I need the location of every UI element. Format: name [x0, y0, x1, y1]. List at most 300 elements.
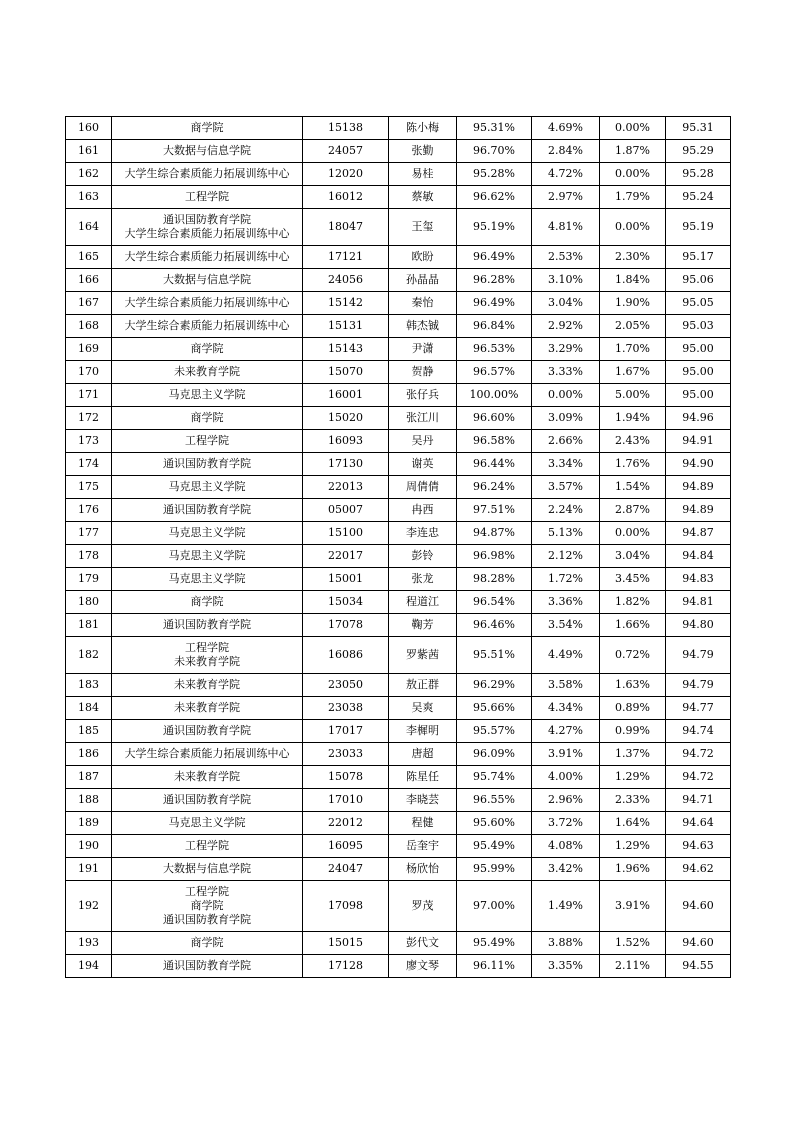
- rate-cell-text: 1.70%: [615, 342, 650, 355]
- name-cell: [389, 568, 457, 591]
- rate-cell: [457, 476, 532, 499]
- table-row: [66, 614, 731, 637]
- rate-cell-text: 96.58%: [473, 434, 515, 447]
- rate-cell-text: 96.54%: [473, 595, 515, 608]
- rate-cell-text: 0.72%: [615, 648, 650, 661]
- rate-cell: [600, 545, 666, 568]
- id-cell-text: 22013: [328, 480, 363, 493]
- name-cell-text: 罗紫茜: [406, 648, 439, 661]
- college-cell: [112, 209, 303, 246]
- rate-cell: [532, 246, 600, 269]
- name-cell: [389, 338, 457, 361]
- id-cell-text: 17130: [328, 457, 363, 470]
- rank-cell: [66, 407, 112, 430]
- id-cell-text: 16012: [328, 190, 363, 203]
- score-cell: [666, 858, 731, 881]
- id-cell-text: 15020: [328, 411, 363, 424]
- name-cell: [389, 384, 457, 407]
- name-cell-text: 杨欣怡: [406, 862, 439, 875]
- rank-cell-text: 178: [78, 549, 99, 562]
- rate-cell: [532, 292, 600, 315]
- score-cell: [666, 315, 731, 338]
- id-cell: [303, 637, 389, 674]
- name-cell-text: 岳奎宇: [406, 839, 439, 852]
- rate-cell: [457, 453, 532, 476]
- rate-cell-text: 0.00%: [548, 388, 583, 401]
- rate-cell-text: 96.53%: [473, 342, 515, 355]
- rank-cell: [66, 269, 112, 292]
- college-cell: [112, 545, 303, 568]
- name-cell-text: 彭代文: [406, 936, 439, 949]
- table-row: [66, 720, 731, 743]
- id-cell-text: 15142: [328, 296, 363, 309]
- name-cell-text: 秦怡: [411, 296, 434, 309]
- rank-cell: [66, 674, 112, 697]
- table-row: [66, 361, 731, 384]
- rate-cell: [532, 614, 600, 637]
- rate-cell-text: 2.97%: [548, 190, 583, 203]
- rate-cell-text: 0.99%: [615, 724, 650, 737]
- table-row: [66, 338, 731, 361]
- id-cell-text: 17017: [328, 724, 363, 737]
- college-cell-text: 未来教育学院: [174, 365, 240, 378]
- id-cell: [303, 361, 389, 384]
- college-cell: [112, 720, 303, 743]
- rate-cell: [600, 163, 666, 186]
- name-cell-text: 欧盼: [411, 250, 434, 263]
- rate-cell: [600, 674, 666, 697]
- score-cell-text: 94.83: [682, 572, 714, 585]
- rate-cell-text: 96.28%: [473, 273, 515, 286]
- rate-cell-text: 96.84%: [473, 319, 515, 332]
- college-cell-text: 大学生综合素质能力拓展训练中心: [124, 167, 290, 180]
- score-cell-text: 94.72: [682, 770, 714, 783]
- rate-cell: [532, 163, 600, 186]
- score-cell: [666, 430, 731, 453]
- rate-cell-text: 3.33%: [548, 365, 583, 378]
- rate-cell: [457, 499, 532, 522]
- ranking-table-body: [66, 117, 731, 978]
- id-cell-text: 15078: [328, 770, 363, 783]
- rate-cell-text: 1.29%: [615, 839, 650, 852]
- rank-cell: [66, 186, 112, 209]
- name-cell-text: 罗茂: [411, 899, 434, 912]
- rate-cell-text: 1.37%: [615, 747, 650, 760]
- rank-cell: [66, 881, 112, 932]
- table-row: [66, 430, 731, 453]
- rank-cell: [66, 430, 112, 453]
- rate-cell: [600, 789, 666, 812]
- rate-cell-text: 95.19%: [473, 220, 515, 233]
- rate-cell-text: 2.30%: [615, 250, 650, 263]
- table-row: [66, 384, 731, 407]
- name-cell-text: 吴丹: [411, 434, 434, 447]
- table-row: [66, 743, 731, 766]
- name-cell-text: 周倩倩: [406, 480, 439, 493]
- rank-cell: [66, 384, 112, 407]
- score-cell-text: 94.91: [682, 434, 714, 447]
- rate-cell: [600, 858, 666, 881]
- rank-cell-text: 172: [78, 411, 99, 424]
- rate-cell: [600, 476, 666, 499]
- score-cell-text: 95.29: [682, 144, 714, 157]
- college-cell: [112, 499, 303, 522]
- rank-cell: [66, 835, 112, 858]
- name-cell-text: 韩杰铖: [406, 319, 439, 332]
- id-cell-text: 16095: [328, 839, 363, 852]
- rate-cell: [600, 720, 666, 743]
- rate-cell: [457, 568, 532, 591]
- rate-cell-text: 95.31%: [473, 121, 515, 134]
- college-cell-text: 未来教育学院: [174, 678, 240, 691]
- name-cell: [389, 637, 457, 674]
- table-row: [66, 812, 731, 835]
- score-cell: [666, 209, 731, 246]
- name-cell-text: 尹潇: [411, 342, 434, 355]
- score-cell-text: 94.55: [682, 959, 714, 972]
- id-cell-text: 12020: [328, 167, 363, 180]
- id-cell-text: 23038: [328, 701, 363, 714]
- score-cell-text: 94.74: [682, 724, 714, 737]
- college-cell: [112, 430, 303, 453]
- name-cell-text: 李连忠: [406, 526, 439, 539]
- score-cell-text: 95.06: [682, 273, 714, 286]
- rate-cell-text: 95.49%: [473, 839, 515, 852]
- rank-cell: [66, 246, 112, 269]
- rate-cell: [457, 637, 532, 674]
- table-row: [66, 881, 731, 932]
- score-cell-text: 95.24: [682, 190, 714, 203]
- name-cell: [389, 697, 457, 720]
- table-row: [66, 186, 731, 209]
- rate-cell-text: 3.88%: [548, 936, 583, 949]
- rate-cell: [532, 453, 600, 476]
- name-cell-text: 陈小梅: [406, 121, 439, 134]
- rate-cell-text: 1.54%: [615, 480, 650, 493]
- rate-cell-text: 3.04%: [548, 296, 583, 309]
- table-row: [66, 522, 731, 545]
- name-cell: [389, 812, 457, 835]
- rank-cell-text: 173: [78, 434, 99, 447]
- college-cell-text: 大数据与信息学院: [163, 862, 251, 875]
- id-cell: [303, 246, 389, 269]
- rate-cell: [600, 614, 666, 637]
- id-cell-text: 15034: [328, 595, 363, 608]
- name-cell-text: 程道江: [406, 595, 439, 608]
- rate-cell-text: 2.05%: [615, 319, 650, 332]
- rank-cell-text: 186: [78, 747, 99, 760]
- college-cell: [112, 568, 303, 591]
- name-cell: [389, 269, 457, 292]
- rank-cell: [66, 140, 112, 163]
- rate-cell-text: 1.67%: [615, 365, 650, 378]
- id-cell: [303, 545, 389, 568]
- table-row: [66, 591, 731, 614]
- rate-cell-text: 1.52%: [615, 936, 650, 949]
- name-cell: [389, 117, 457, 140]
- id-cell-text: 16001: [328, 388, 363, 401]
- table-row: [66, 246, 731, 269]
- rate-cell-text: 95.28%: [473, 167, 515, 180]
- id-cell-text: 17078: [328, 618, 363, 631]
- score-cell-text: 94.96: [682, 411, 714, 424]
- rate-cell: [532, 766, 600, 789]
- id-cell: [303, 674, 389, 697]
- rank-cell-text: 183: [78, 678, 99, 691]
- rate-cell: [532, 430, 600, 453]
- rank-cell-text: 177: [78, 526, 99, 539]
- college-cell-text: 商学院: [190, 411, 224, 424]
- rank-cell: [66, 499, 112, 522]
- college-cell: [112, 186, 303, 209]
- rate-cell-text: 4.34%: [548, 701, 583, 714]
- score-cell-text: 94.60: [682, 936, 714, 949]
- id-cell: [303, 407, 389, 430]
- rank-cell-text: 167: [78, 296, 99, 309]
- rate-cell-text: 96.09%: [473, 747, 515, 760]
- rate-cell: [532, 835, 600, 858]
- id-cell: [303, 766, 389, 789]
- rate-cell: [457, 697, 532, 720]
- rate-cell-text: 96.11%: [473, 959, 515, 972]
- id-cell-text: 24057: [328, 144, 363, 157]
- college-cell: [112, 591, 303, 614]
- rate-cell-text: 95.57%: [473, 724, 515, 737]
- score-cell-text: 94.79: [682, 648, 714, 661]
- college-cell-text: 商学院: [190, 595, 224, 608]
- rate-cell-text: 3.10%: [548, 273, 583, 286]
- rate-cell-text: 3.58%: [548, 678, 583, 691]
- score-cell: [666, 789, 731, 812]
- rank-cell-text: 165: [78, 250, 99, 263]
- rate-cell-text: 3.36%: [548, 595, 583, 608]
- rank-cell-text: 171: [78, 388, 99, 401]
- rate-cell-text: 1.82%: [615, 595, 650, 608]
- score-cell: [666, 835, 731, 858]
- id-cell-text: 16093: [328, 434, 363, 447]
- score-cell-text: 94.62: [682, 862, 714, 875]
- rate-cell: [457, 186, 532, 209]
- rate-cell: [457, 614, 532, 637]
- id-cell: [303, 163, 389, 186]
- rate-cell-text: 1.96%: [615, 862, 650, 875]
- name-cell: [389, 789, 457, 812]
- rank-cell: [66, 591, 112, 614]
- name-cell-text: 敖正群: [406, 678, 439, 691]
- id-cell: [303, 697, 389, 720]
- rate-cell-text: 4.81%: [548, 220, 583, 233]
- college-cell-text: 通识国防教育学院: [163, 618, 251, 631]
- id-cell: [303, 430, 389, 453]
- rate-cell-text: 2.96%: [548, 793, 583, 806]
- rate-cell-text: 95.51%: [473, 648, 515, 661]
- score-cell: [666, 246, 731, 269]
- rank-cell-text: 175: [78, 480, 99, 493]
- college-cell: [112, 361, 303, 384]
- score-cell-text: 95.28: [682, 167, 714, 180]
- id-cell: [303, 835, 389, 858]
- score-cell: [666, 140, 731, 163]
- score-cell: [666, 766, 731, 789]
- name-cell: [389, 246, 457, 269]
- rate-cell-text: 95.99%: [473, 862, 515, 875]
- rate-cell: [600, 209, 666, 246]
- id-cell-text: 15070: [328, 365, 363, 378]
- rate-cell: [600, 499, 666, 522]
- rate-cell: [600, 522, 666, 545]
- rate-cell-text: 96.98%: [473, 549, 515, 562]
- name-cell-text: 李樨明: [406, 724, 439, 737]
- table-row: [66, 766, 731, 789]
- score-cell: [666, 384, 731, 407]
- rank-cell: [66, 338, 112, 361]
- rate-cell: [600, 269, 666, 292]
- score-cell-text: 95.31: [682, 121, 714, 134]
- score-cell-text: 95.19: [682, 220, 714, 233]
- rate-cell-text: 96.70%: [473, 144, 515, 157]
- name-cell: [389, 955, 457, 978]
- score-cell: [666, 522, 731, 545]
- rate-cell: [600, 186, 666, 209]
- name-cell: [389, 292, 457, 315]
- score-cell-text: 95.00: [682, 342, 714, 355]
- rate-cell-text: 3.35%: [548, 959, 583, 972]
- score-cell: [666, 338, 731, 361]
- score-cell: [666, 674, 731, 697]
- rate-cell-text: 1.76%: [615, 457, 650, 470]
- table-row: [66, 835, 731, 858]
- rate-cell-text: 2.43%: [615, 434, 650, 447]
- rate-cell-text: 95.60%: [473, 816, 515, 829]
- rate-cell-text: 95.74%: [473, 770, 515, 783]
- rank-cell-text: 166: [78, 273, 99, 286]
- rate-cell-text: 96.49%: [473, 296, 515, 309]
- score-cell: [666, 637, 731, 674]
- table-row: [66, 499, 731, 522]
- score-cell-text: 94.79: [682, 678, 714, 691]
- college-cell: [112, 522, 303, 545]
- rate-cell: [532, 338, 600, 361]
- name-cell-text: 冉西: [411, 503, 434, 516]
- table-row: [66, 453, 731, 476]
- rate-cell-text: 1.49%: [548, 899, 583, 912]
- rate-cell-text: 4.69%: [548, 121, 583, 134]
- id-cell-text: 18047: [328, 220, 363, 233]
- rate-cell-text: 1.66%: [615, 618, 650, 631]
- id-cell: [303, 499, 389, 522]
- id-cell-text: 24047: [328, 862, 363, 875]
- rank-cell: [66, 720, 112, 743]
- rate-cell: [457, 858, 532, 881]
- college-cell: [112, 163, 303, 186]
- id-cell: [303, 315, 389, 338]
- college-cell-text: 马克思主义学院: [168, 816, 246, 829]
- rate-cell: [600, 246, 666, 269]
- rate-cell-text: 4.72%: [548, 167, 583, 180]
- id-cell: [303, 476, 389, 499]
- college-cell-text: 工程学院: [185, 190, 229, 203]
- rank-cell: [66, 743, 112, 766]
- rate-cell: [457, 932, 532, 955]
- rate-cell: [457, 674, 532, 697]
- rank-cell-text: 170: [78, 365, 99, 378]
- rank-cell-text: 182: [78, 648, 99, 661]
- rate-cell-text: 1.64%: [615, 816, 650, 829]
- id-cell-text: 05007: [328, 503, 363, 516]
- name-cell: [389, 315, 457, 338]
- score-cell-text: 94.77: [682, 701, 714, 714]
- name-cell-text: 彭铃: [411, 549, 434, 562]
- score-cell: [666, 269, 731, 292]
- name-cell: [389, 430, 457, 453]
- score-cell-text: 94.60: [682, 899, 714, 912]
- rate-cell-text: 96.46%: [473, 618, 515, 631]
- table-row: [66, 858, 731, 881]
- college-cell-text: 工程学院 未来教育学院: [174, 641, 240, 668]
- college-cell-text: 商学院: [190, 121, 224, 134]
- name-cell: [389, 476, 457, 499]
- rate-cell-text: 97.00%: [473, 899, 515, 912]
- name-cell: [389, 858, 457, 881]
- rate-cell: [532, 361, 600, 384]
- college-cell-text: 大数据与信息学院: [163, 144, 251, 157]
- id-cell: [303, 789, 389, 812]
- college-cell-text: 大数据与信息学院: [163, 273, 251, 286]
- rank-cell-text: 174: [78, 457, 99, 470]
- rank-cell: [66, 117, 112, 140]
- rate-cell-text: 100.00%: [469, 388, 519, 401]
- name-cell-text: 程健: [411, 816, 434, 829]
- college-cell-text: 大学生综合素质能力拓展训练中心: [124, 250, 290, 263]
- rank-cell-text: 191: [78, 862, 99, 875]
- rate-cell: [600, 315, 666, 338]
- name-cell-text: 孙晶晶: [406, 273, 439, 286]
- college-cell-text: 大学生综合素质能力拓展训练中心: [124, 747, 290, 760]
- rate-cell-text: 4.00%: [548, 770, 583, 783]
- rate-cell: [457, 720, 532, 743]
- rate-cell-text: 2.66%: [548, 434, 583, 447]
- id-cell-text: 15138: [328, 121, 363, 134]
- id-cell: [303, 955, 389, 978]
- score-cell: [666, 743, 731, 766]
- rate-cell-text: 1.72%: [548, 572, 583, 585]
- score-cell: [666, 591, 731, 614]
- rate-cell: [457, 743, 532, 766]
- id-cell: [303, 568, 389, 591]
- college-cell-text: 工程学院: [185, 839, 229, 852]
- college-cell: [112, 315, 303, 338]
- id-cell: [303, 453, 389, 476]
- score-cell: [666, 499, 731, 522]
- rate-cell-text: 3.54%: [548, 618, 583, 631]
- rate-cell: [600, 568, 666, 591]
- score-cell: [666, 697, 731, 720]
- score-cell: [666, 117, 731, 140]
- rate-cell: [457, 117, 532, 140]
- rate-cell: [457, 835, 532, 858]
- rank-cell-text: 193: [78, 936, 99, 949]
- rate-cell: [600, 766, 666, 789]
- rank-cell: [66, 361, 112, 384]
- rate-cell-text: 96.29%: [473, 678, 515, 691]
- name-cell: [389, 743, 457, 766]
- name-cell-text: 李晓芸: [406, 793, 439, 806]
- rate-cell: [600, 384, 666, 407]
- college-cell-text: 大学生综合素质能力拓展训练中心: [124, 296, 290, 309]
- name-cell: [389, 881, 457, 932]
- rate-cell: [532, 812, 600, 835]
- score-cell-text: 94.81: [682, 595, 714, 608]
